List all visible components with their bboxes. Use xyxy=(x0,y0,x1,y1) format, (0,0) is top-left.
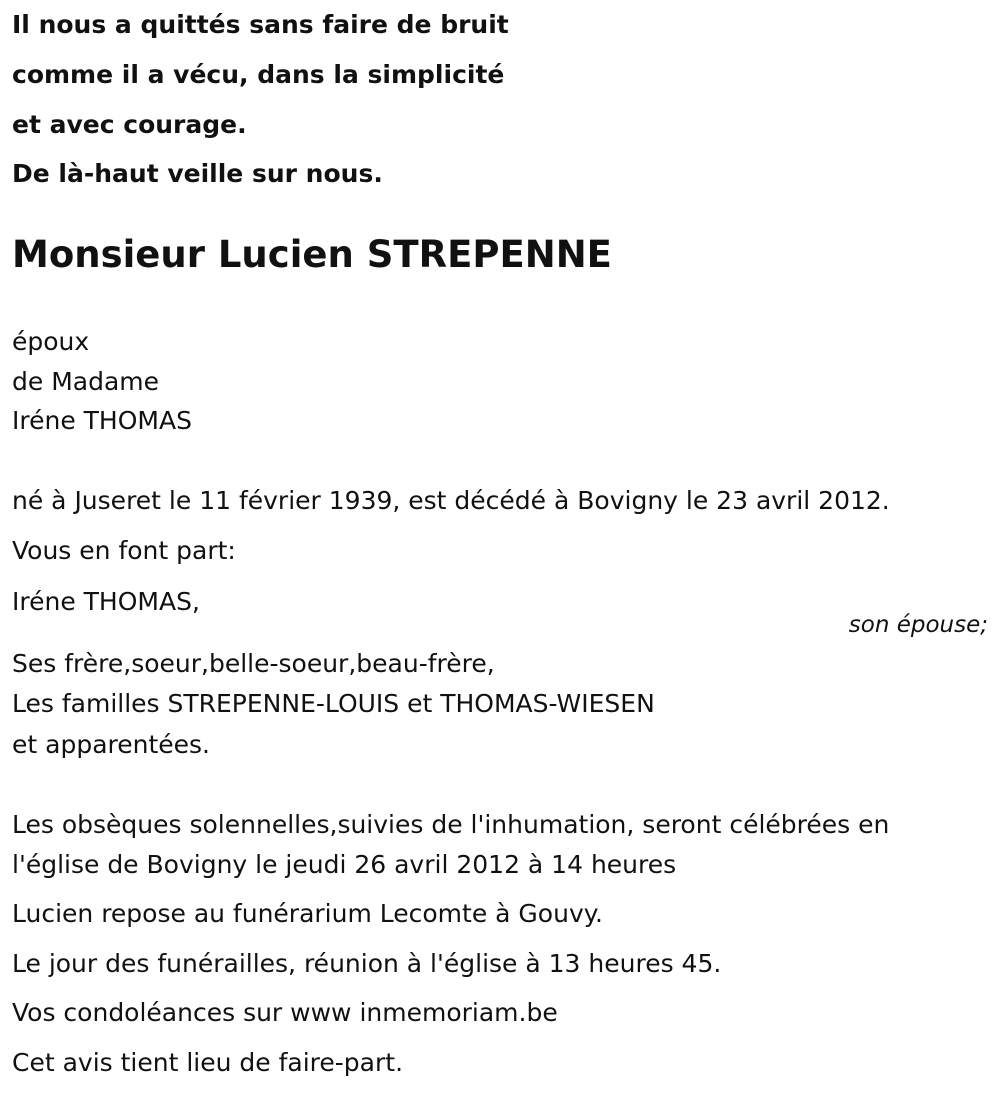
family-line-3: et apparentées. xyxy=(12,730,210,759)
announcers-intro: Vous en font part: xyxy=(12,536,236,565)
spouse-name: Iréne THOMAS, xyxy=(12,587,200,616)
poem-line-1: Il nous a quittés sans faire de bruit xyxy=(12,10,509,39)
spouse-line-1: époux xyxy=(12,327,90,356)
spouse-line-3: Iréne THOMAS xyxy=(12,406,192,435)
birth-death-line: né à Juseret le 11 février 1939, est décédé à Bovigny le 23 avril 2012. xyxy=(12,486,890,515)
obituary-notice xyxy=(12,0,988,1097)
family-line-2: Les familles STREPENNE-LOUIS et THOMAS-WIESEN xyxy=(12,689,655,718)
funerarium-line: Lucien repose au funérarium Lecomte à Gouvy. xyxy=(12,899,603,928)
family-line-1: Ses frère,soeur,belle-soeur,beau-frère, xyxy=(12,649,495,678)
funeral-line-1: Les obsèques solennelles,suivies de l'inhumation, seront célébrées en xyxy=(12,810,890,839)
funeral-line-2: l'église de Bovigny le jeudi 26 avril 2012 à 14 heures xyxy=(12,850,677,879)
poem-line-3: et avec courage. xyxy=(12,110,247,139)
condolences-line: Vos condoléances sur www inmemoriam.be xyxy=(12,998,558,1027)
meeting-line: Le jour des funérailles, réunion à l'église à 13 heures 45. xyxy=(12,949,722,978)
poem-line-4: De là-haut veille sur nous. xyxy=(12,159,383,188)
closing-line: Cet avis tient lieu de faire-part. xyxy=(12,1048,404,1077)
deceased-name: Monsieur Lucien STREPENNE xyxy=(12,233,612,276)
spouse-relation: son épouse; xyxy=(848,612,988,638)
poem-line-2: comme il a vécu, dans la simplicité xyxy=(12,60,505,89)
spouse-line-2: de Madame xyxy=(12,367,160,396)
